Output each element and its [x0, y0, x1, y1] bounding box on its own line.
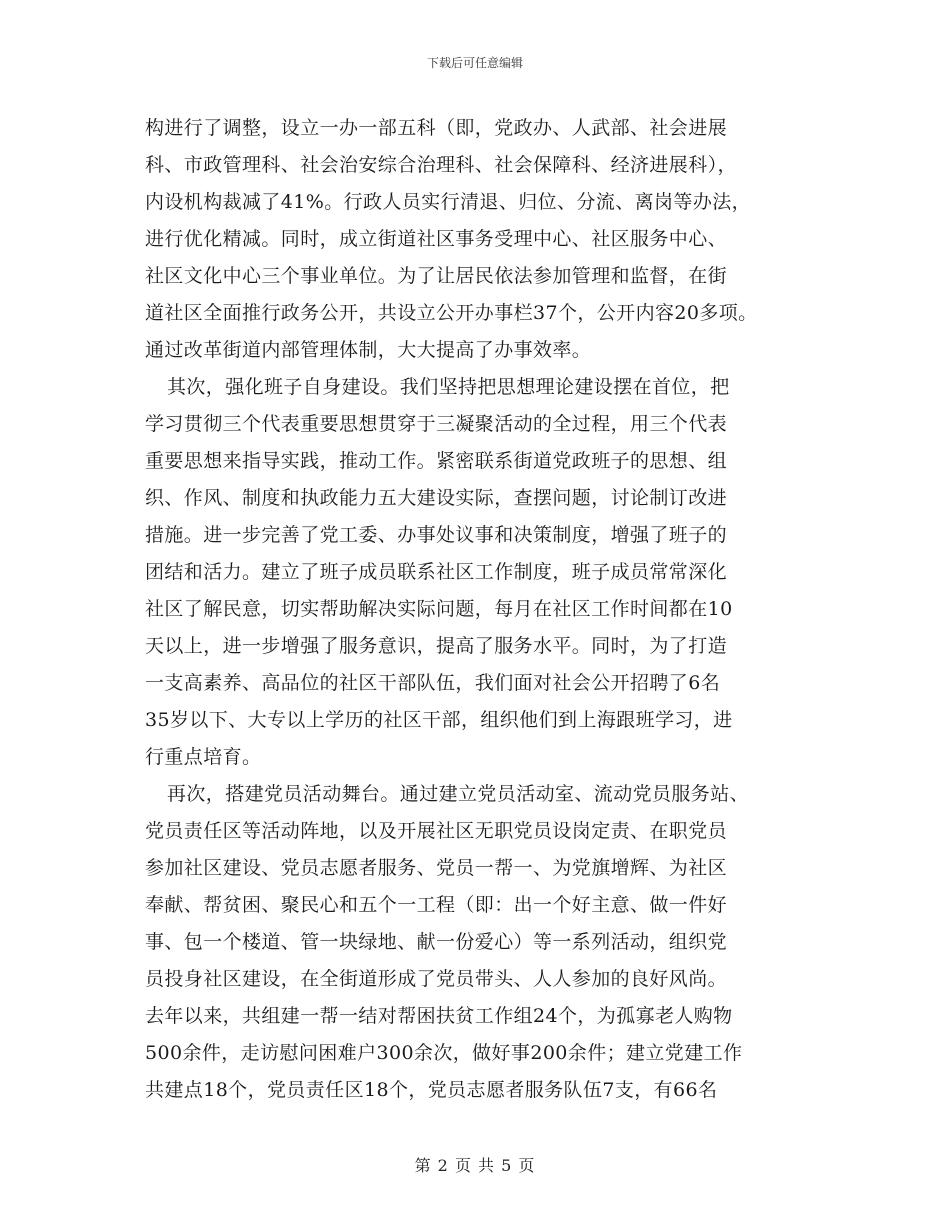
text-line: 通过改革街道内部管理体制，大大提高了办事效率。	[145, 339, 592, 361]
text-line: 35岁以下、大专以上学历的社区干部，组织他们到上海跟班学习，进	[145, 709, 733, 731]
text-line: 构进行了调整，设立一办一部五科（即，党政办、人武部、社会进展	[145, 117, 728, 139]
text-line: 事、包一个楼道、管一块绿地、献一份爱心）等一系列活动，组织党	[145, 931, 728, 953]
text-line: 社区了解民意，切实帮助解决实际问题，每月在社区工作时间都在10	[145, 598, 733, 620]
text-line: 一支高素养、高品位的社区干部队伍，我们面对社会公开招聘了6名	[145, 672, 721, 694]
text-line: 奉献、帮贫困、聚民心和五个一工程（即：出一个好主意、做一件好	[145, 894, 728, 916]
text-line: 团结和活力。建立了班子成员联系社区工作制度，班子成员常常深化	[145, 561, 728, 583]
document-body	[145, 110, 825, 1109]
text-line: 参加社区建设、党员志愿者服务、党员一帮一、为党旗增辉、为社区	[145, 857, 728, 879]
text-line: 织、作风、制度和执政能力五大建设实际，查摆问题，讨论制订改进	[145, 487, 728, 509]
page-number-footer: 第 2 页 共 5 页	[414, 1156, 536, 1175]
text-line: 党员责任区等活动阵地，以及开展社区无职党员设岗定责、在职党员	[145, 820, 728, 842]
paragraph-start-line: 其次，强化班子自身建设。我们坚持把思想理论建设摆在首位，把	[167, 376, 730, 398]
text-line: 措施。进一步完善了党工委、办事处议事和决策制度，增强了班子的	[145, 524, 728, 546]
text-line: 重要思想来指导实践，推动工作。紧密联系街道党政班子的思想、组	[145, 450, 728, 472]
text-line: 进行优化精减。同时，成立街道社区事务受理中心、社区服务中心、	[145, 228, 728, 250]
text-line: 共建点18个，党员责任区18个，党员志愿者服务队伍7支，有66名	[145, 1079, 718, 1101]
text-line: 天以上，进一步增强了服务意识，提高了服务水平。同时，为了打造	[145, 635, 728, 657]
text-line: 道社区全面推行政务公开，共设立公开办事栏37个，公开内容20多项。	[145, 302, 758, 324]
text-line: 500余件，走访慰问困难户300余次，做好事200余件；建立党建工作	[145, 1042, 743, 1064]
text-line: 社区文化中心三个事业单位。为了让居民依法参加管理和监督，在街	[145, 265, 728, 287]
text-line: 学习贯彻三个代表重要思想贯穿于三凝聚活动的全过程，用三个代表	[145, 413, 728, 435]
text-line: 科、市政管理科、社会治安综合治理科、社会保障科、经济进展科），	[145, 154, 737, 176]
text-line: 去年以来，共组建一帮一结对帮困扶贫工作组24个，为孤寡老人购物	[145, 1005, 733, 1027]
text-line: 内设机构裁减了41%。行政人员实行清退、归位、分流、离岗等办法，	[145, 191, 752, 213]
text-line: 员投身社区建设，在全街道形成了党员带头、人人参加的良好风尚。	[145, 968, 728, 990]
page-header: 下载后可任意编辑	[426, 56, 523, 70]
text-line: 行重点培育。	[145, 746, 262, 768]
paragraph-start-line: 再次，搭建党员活动舞台。通过建立党员活动室、流动党员服务站、	[167, 783, 750, 805]
